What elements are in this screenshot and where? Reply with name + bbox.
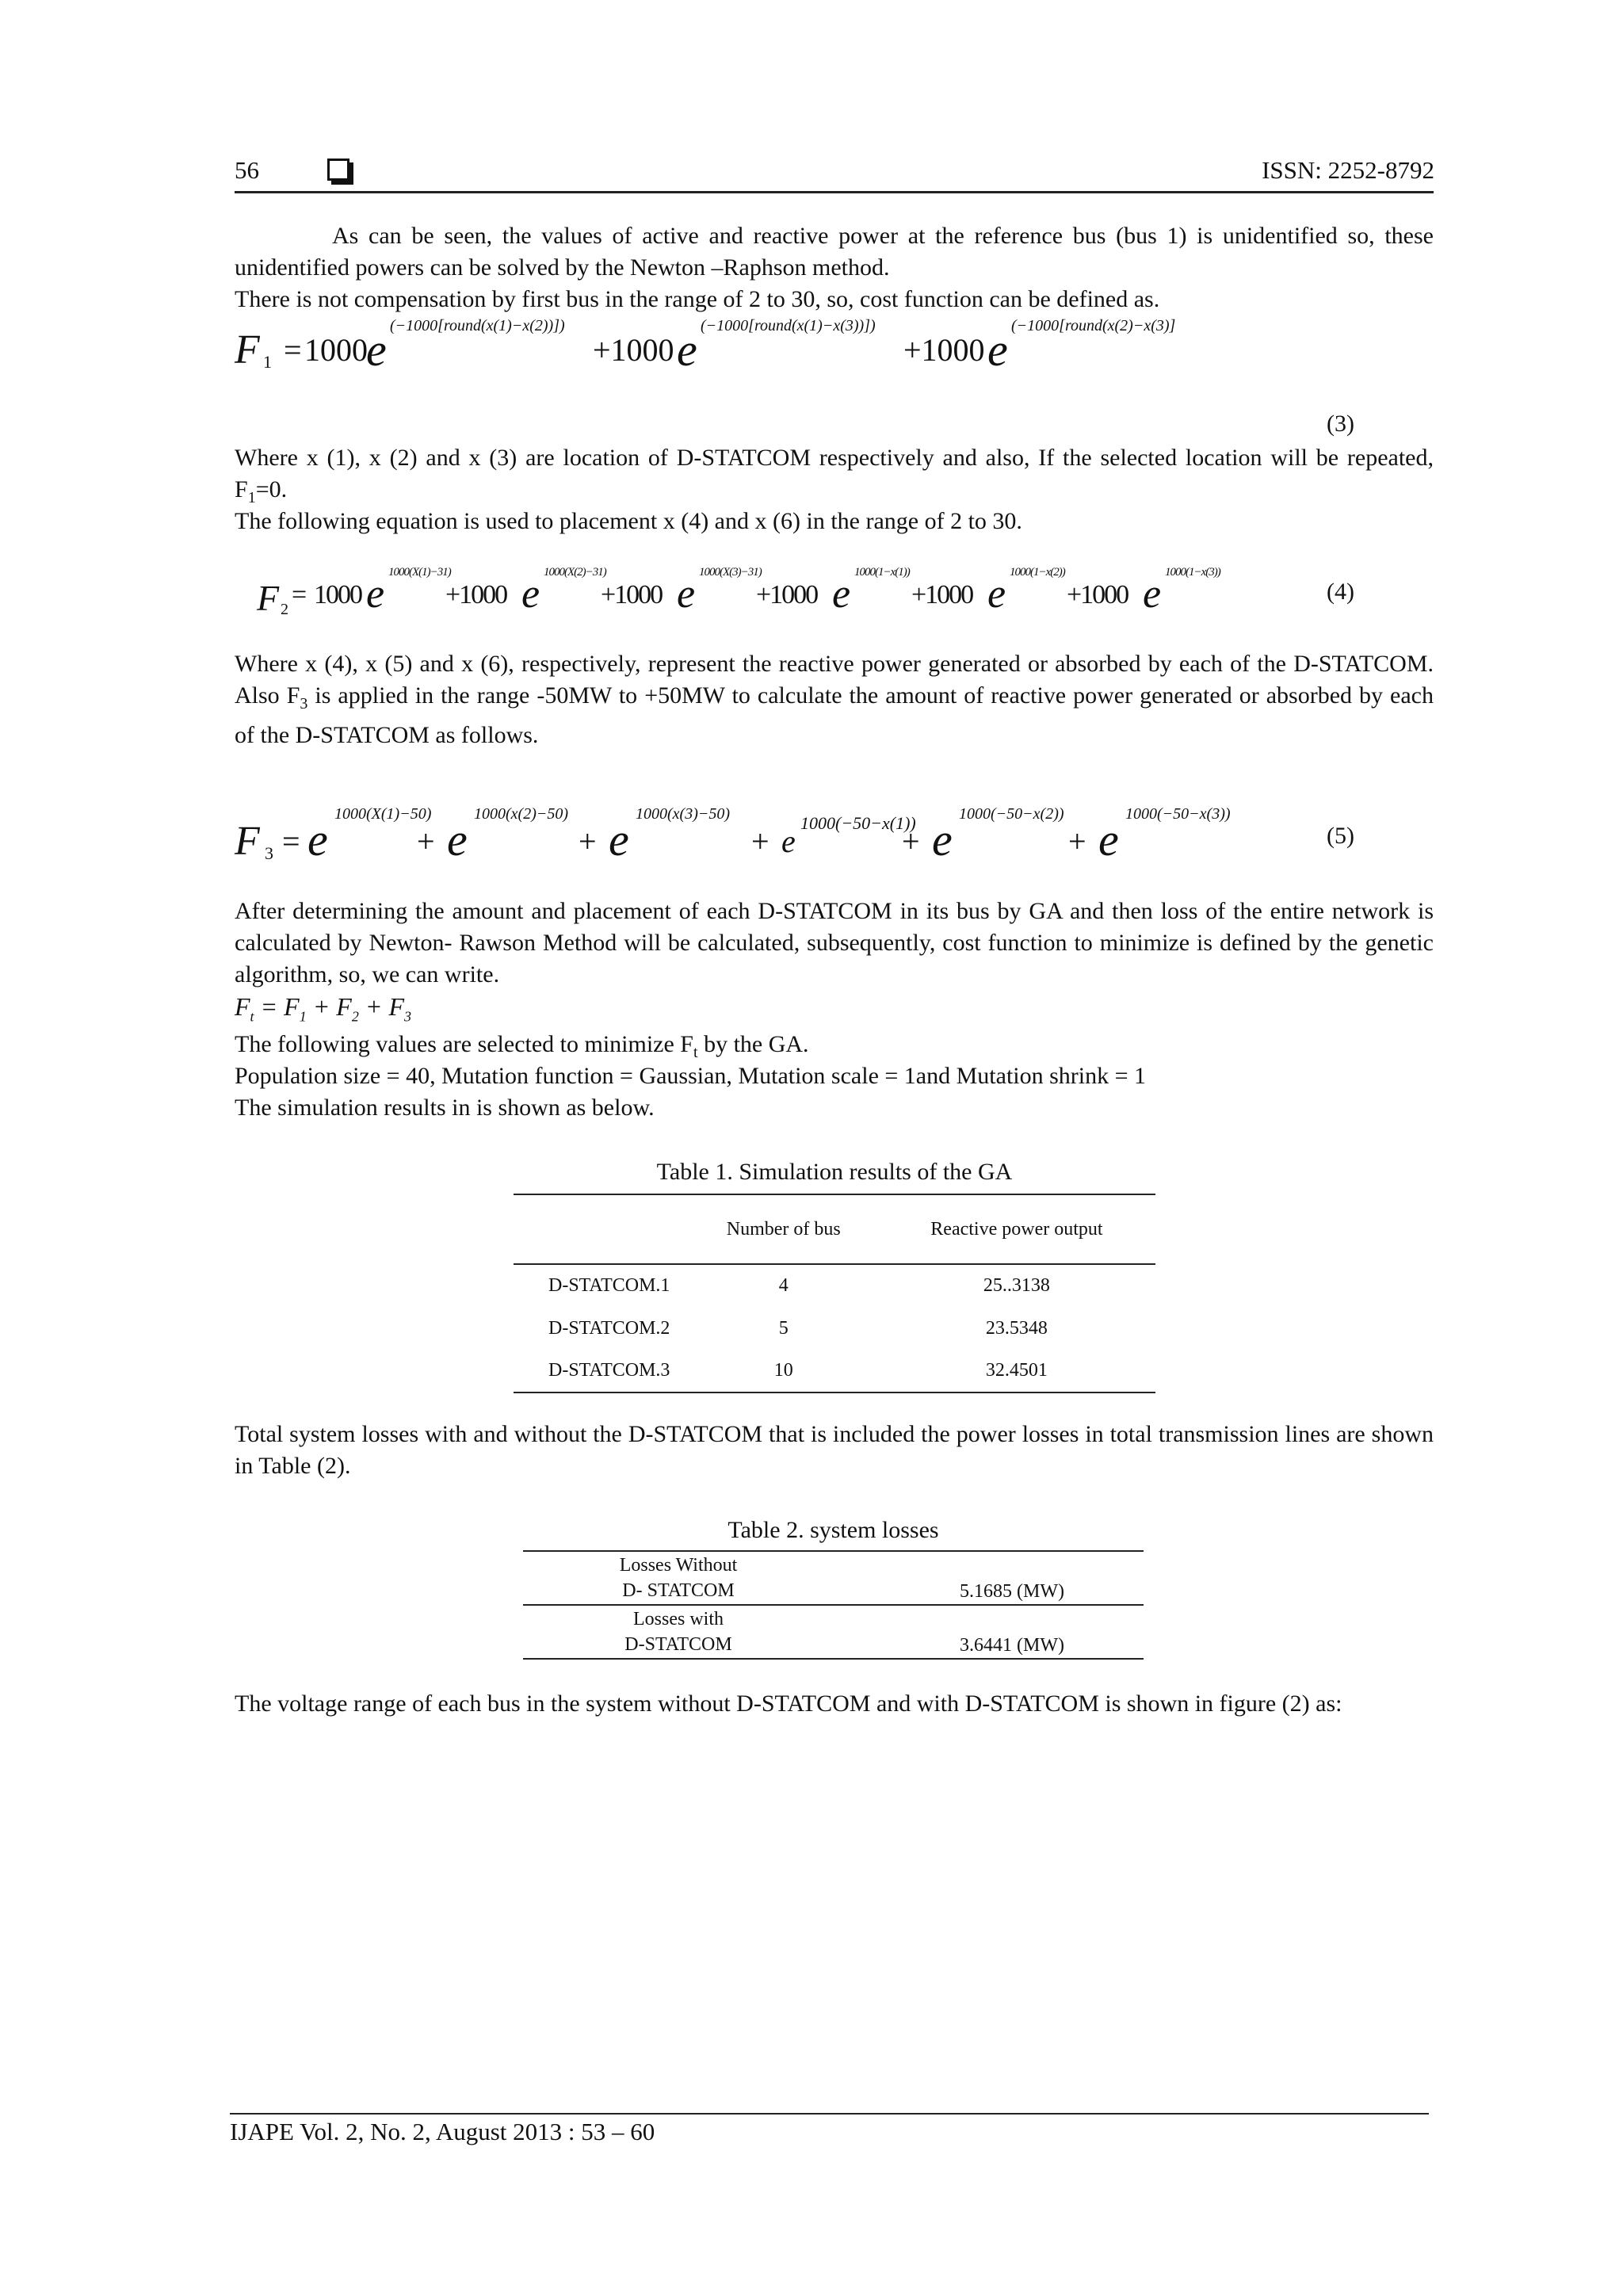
eq-term: = F bbox=[254, 992, 300, 1021]
eq-coef: +1000 bbox=[903, 332, 985, 368]
eq-coef: +1000 bbox=[756, 580, 818, 609]
table-cell: 32.4501 bbox=[985, 1360, 1048, 1381]
table-cell: 3.6441 (MW) bbox=[960, 1635, 1064, 1656]
paragraph-6 bbox=[235, 896, 1434, 991]
eq-exponent: (−1000[round(x(2)−x(3)] bbox=[1011, 317, 1176, 334]
table-row bbox=[523, 1551, 1144, 1605]
eq-exponent: 1000(x(3)−50) bbox=[636, 805, 731, 823]
table-row bbox=[523, 1605, 1144, 1659]
paragraph-4: The following equation is used to placement x (4) and x (6) in the range of 2 to 30. bbox=[235, 508, 1022, 534]
table-header-row bbox=[514, 1194, 1155, 1264]
eq-exponent: 1000(−50−x(3)) bbox=[1125, 805, 1231, 823]
table-header: Number of bus bbox=[726, 1218, 841, 1240]
eq-lhs-sub: 1 bbox=[263, 352, 272, 372]
table-cell: D-STATCOM.1 bbox=[548, 1275, 670, 1296]
page-number: 56 bbox=[235, 156, 259, 184]
equation-number: (4) bbox=[1327, 579, 1354, 605]
eq-lhs-sub: 2 bbox=[281, 601, 288, 618]
paragraph-11 bbox=[235, 1688, 1434, 1720]
equation-number: (3) bbox=[1327, 411, 1354, 437]
eq-coef: +1000 bbox=[445, 580, 507, 609]
eq-exponent: 1000(X(1)−50) bbox=[334, 805, 432, 823]
eq-operator: + bbox=[751, 823, 769, 859]
eq-coef: 1000 bbox=[304, 332, 368, 368]
eq-sub: 2 bbox=[351, 1008, 359, 1025]
eq-exponent: 1000(1−x(2)) bbox=[1010, 566, 1065, 579]
eq-coef: +1000 bbox=[1067, 580, 1128, 609]
paragraph-text: The following values are selected to minimize F bbox=[235, 1031, 693, 1057]
row-label-line: Losses with bbox=[633, 1609, 724, 1629]
paragraph-3 bbox=[235, 442, 1434, 514]
eq-operator: + bbox=[902, 823, 920, 859]
eq-coef: +1000 bbox=[593, 332, 674, 368]
row-label-line: D-STATCOM bbox=[624, 1634, 732, 1655]
paragraph-text: is applied in the range -50MW to +50MW to calculate the amount of reactive power generated or absorbed by each of the D-STATCOM as follows. bbox=[235, 682, 1434, 748]
paragraph-8: Population size = 40, Mutation function = Gaussian, Mutation scale = 1and Mutation shrink = 1 bbox=[235, 1063, 1147, 1089]
equation-4: F 2 = 1000 e 1000(X(1)−31) +1000 e 1000(X(2)−31) +1000 e 1000(X(3)−31) +1000 e 1000(1−x(1)) +1000 e 1000(1−x(2)) +1000 e 1000(1−x(3)) bbox=[257, 566, 1220, 618]
paragraph-10 bbox=[235, 1419, 1434, 1482]
eq-lhs-sub: 3 bbox=[265, 843, 273, 863]
eq-lhs: F bbox=[257, 578, 280, 618]
eq-sign: = bbox=[284, 332, 302, 368]
eq-sub: 1 bbox=[299, 1008, 307, 1025]
paragraph-text: After determining the amount and placement of each D-STATCOM in its bus by GA and then loss of the entire network is calculated by Newton- Rawson Method will be calculated, subsequently, cost function to minimize is defined by the genetic algorithm, so, we can write. bbox=[235, 898, 1434, 988]
paragraph-text: The voltage range of each bus in the system without D-STATCOM and with D-STATCOM is shown in figure (2) as: bbox=[235, 1690, 1342, 1717]
eq-operator: + bbox=[417, 823, 435, 859]
eq-exponent: 1000(X(1)−31) bbox=[388, 566, 451, 579]
table-cell: 4 bbox=[778, 1275, 789, 1296]
equation-5: F 3 = e 1000(X(1)−50) + e 1000(x(2)−50) + e 1000(x(3)−50) + e 1000(−50−x(1)) + e 1000(−50−x(2)) + e 1000(−50−x(3)) bbox=[235, 805, 1231, 865]
eq-sub: t bbox=[250, 1008, 254, 1025]
eq-sub: 3 bbox=[403, 1008, 411, 1025]
paragraph-text: Total system losses with and without the D-STATCOM that is included the power losses in total transmission lines are shown in Table (2). bbox=[235, 1421, 1434, 1479]
row-label-line: D- STATCOM bbox=[622, 1580, 735, 1601]
eq-term: F bbox=[235, 992, 250, 1021]
subscript: t bbox=[693, 1044, 698, 1061]
eq-sign: = bbox=[282, 823, 300, 859]
eq-sign: = bbox=[292, 580, 307, 609]
checkbox-glyph-icon bbox=[327, 159, 349, 181]
paragraph-text: by the GA. bbox=[697, 1031, 809, 1057]
table-header bbox=[514, 1194, 689, 1264]
equation-number: (5) bbox=[1327, 823, 1354, 849]
eq-exponent: 1000(X(2)−31) bbox=[544, 566, 606, 579]
table-cell bbox=[523, 1605, 880, 1659]
eq-term: + F bbox=[306, 992, 352, 1021]
eq-exponent: 1000(X(3)−31) bbox=[699, 566, 762, 579]
table-cell: 25..3138 bbox=[983, 1275, 1050, 1296]
footer-citation: IJAPE Vol. 2, No. 2, August 2013 : 53 – 60 bbox=[230, 2118, 655, 2145]
eq-exponent: 1000(−50−x(1)) bbox=[800, 813, 916, 833]
eq-coef: 1000 bbox=[314, 580, 361, 609]
paragraph-2: There is not compensation by first bus in the range of 2 to 30, so, cost function can be defined as. bbox=[235, 286, 1160, 312]
table-1 bbox=[514, 1194, 1155, 1393]
table-cell: 10 bbox=[773, 1360, 793, 1381]
eq-exponent: (−1000[round(x(1)−x(3))]) bbox=[701, 317, 876, 334]
eq-exponent: 1000(1−x(3)) bbox=[1165, 566, 1220, 579]
paragraph-1 bbox=[235, 220, 1434, 284]
eq-coef: +1000 bbox=[911, 580, 973, 609]
eq-exponent: 1000(1−x(1)) bbox=[854, 566, 910, 579]
table-cell: D-STATCOM.2 bbox=[548, 1317, 670, 1339]
eq-exponent: 1000(−50−x(2)) bbox=[959, 805, 1064, 823]
subscript: 1 bbox=[247, 489, 256, 506]
table-header: Reactive power output bbox=[930, 1218, 1103, 1240]
table-row bbox=[514, 1350, 1155, 1392]
table-row bbox=[514, 1307, 1155, 1350]
table-2 bbox=[523, 1550, 1144, 1660]
table-cell: D-STATCOM.3 bbox=[548, 1360, 670, 1381]
paragraph-text: =0. bbox=[255, 476, 288, 502]
paragraph-5 bbox=[235, 648, 1434, 751]
eq-exponent: 1000(x(2)−50) bbox=[474, 805, 569, 823]
table-row bbox=[514, 1264, 1155, 1307]
paragraph-text: Where x (1), x (2) and x (3) are location of D-STATCOM respectively and also, If the selected location will be repeated, F bbox=[235, 445, 1434, 502]
subscript: 3 bbox=[300, 695, 308, 712]
paragraph-text: Where x (4), x (5) and x (6), respectively, represent the reactive power generated or absorbed by each of the D-STATCOM. Also F bbox=[235, 651, 1434, 709]
eq-lhs: F bbox=[235, 819, 260, 864]
table-cell: 5 bbox=[778, 1317, 789, 1339]
paragraph-text: As can be seen, the values of active and reactive power at the reference bus (bus 1) is unidentified so, these unidentified powers can be solved by the Newton –Raphson method. bbox=[235, 223, 1434, 281]
table-cell: 23.5348 bbox=[985, 1317, 1048, 1339]
eq-coef: +1000 bbox=[601, 580, 663, 609]
paragraph-9: The simulation results in is shown as below. bbox=[235, 1095, 655, 1121]
header-rule bbox=[235, 191, 1434, 193]
row-label-line: Losses Without bbox=[619, 1555, 738, 1576]
table-1-caption: Table 1. Simulation results of the GA bbox=[656, 1159, 1013, 1185]
table-2-caption: Table 2. system losses bbox=[727, 1517, 939, 1543]
table-cell: 5.1685 (MW) bbox=[960, 1581, 1064, 1602]
eq-exponent: (−1000[round(x(1)−x(2))]) bbox=[390, 317, 565, 334]
eq-term: + F bbox=[358, 992, 404, 1021]
eq-operator: + bbox=[1068, 823, 1086, 859]
equation-ft bbox=[235, 992, 411, 1025]
eq-operator: + bbox=[579, 823, 597, 859]
table-cell bbox=[523, 1551, 880, 1605]
footer-rule bbox=[230, 2113, 1429, 2115]
issn-label: ISSN: 2252-8792 bbox=[1262, 156, 1434, 184]
eq-lhs: F bbox=[235, 327, 260, 372]
